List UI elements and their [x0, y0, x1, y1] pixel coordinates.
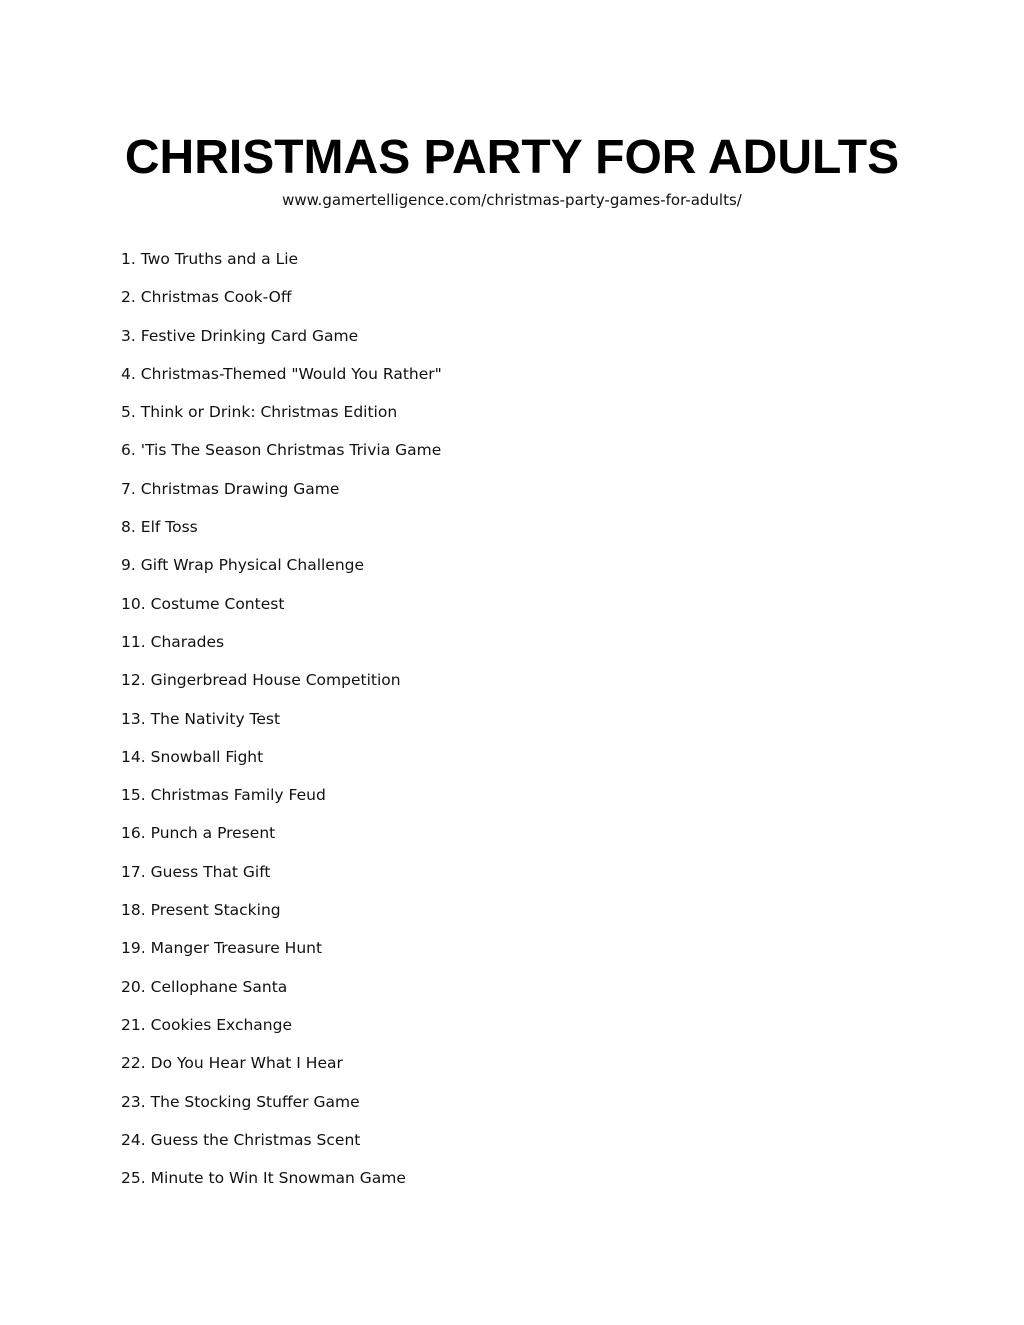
list-item-label: Think or Drink: Christmas Edition	[140, 403, 398, 422]
list-item	[121, 1166, 442, 1204]
list-item-label: Elf Toss	[140, 518, 198, 537]
list-item	[121, 247, 442, 285]
list-item-label: The Nativity Test	[150, 709, 281, 728]
list-item-number: 6.	[121, 441, 136, 460]
list-item-number: 13.	[121, 709, 146, 728]
list-item-label: 'Tis The Season Christmas Trivia Game	[140, 441, 442, 460]
list-item-label: Gingerbread House Competition	[150, 671, 401, 690]
list-item-label: Christmas-Themed "Would You Rather"	[140, 364, 442, 383]
list-item	[121, 936, 442, 974]
list-item	[121, 515, 442, 553]
list-item	[121, 975, 442, 1013]
list-item-label: Two Truths and a Lie	[140, 250, 299, 268]
list-item	[121, 821, 442, 859]
list-item-number: 3.	[121, 326, 136, 345]
list-item	[121, 400, 442, 438]
list-item	[121, 1051, 442, 1089]
games-list	[121, 247, 442, 1204]
list-item-label: Gift Wrap Physical Challenge	[140, 556, 365, 575]
list-item	[121, 783, 442, 821]
list-item	[121, 860, 442, 898]
list-item	[121, 324, 442, 362]
list-item	[121, 1090, 442, 1128]
list-item	[121, 898, 442, 936]
list-item-label: Do You Hear What I Hear	[150, 1054, 343, 1073]
list-item-label: Punch a Present	[150, 824, 276, 843]
list-item	[121, 668, 442, 706]
list-item-label: Snowball Fight	[150, 747, 264, 766]
list-item	[121, 1013, 442, 1051]
list-item-number: 15.	[121, 786, 146, 805]
list-item-number: 20.	[121, 977, 146, 996]
list-item	[121, 592, 442, 630]
list-item-label: Charades	[150, 632, 225, 651]
list-item-number: 23.	[121, 1092, 146, 1111]
list-item-number: 5.	[121, 403, 136, 422]
list-item-number: 9.	[121, 556, 136, 575]
list-item-number: 16.	[121, 824, 146, 843]
list-item	[121, 630, 442, 668]
list-item-number: 7.	[121, 479, 136, 498]
source-url: www.gamertelligence.com/christmas-party-games-for-adults/	[282, 191, 742, 209]
list-item-label: Festive Drinking Card Game	[140, 326, 359, 345]
list-item-number: 8.	[121, 518, 136, 537]
list-item-number: 1.	[121, 250, 136, 268]
list-item-label: Minute to Win It Snowman Game	[150, 1169, 406, 1188]
list-item-label: The Stocking Stuffer Game	[150, 1092, 360, 1111]
list-item	[121, 362, 442, 400]
list-item-label: Christmas Drawing Game	[140, 479, 340, 498]
list-item-number: 21.	[121, 1015, 146, 1034]
page-title: CHRISTMAS PARTY FOR ADULTS	[124, 131, 900, 184]
list-item	[121, 1128, 442, 1166]
list-item	[121, 553, 442, 591]
list-item-label: Cookies Exchange	[150, 1015, 293, 1034]
list-item-number: 12.	[121, 671, 146, 690]
list-item-number: 24.	[121, 1130, 146, 1149]
list-item-label: Manger Treasure Hunt	[150, 939, 323, 958]
list-item	[121, 285, 442, 323]
list-item-number: 14.	[121, 747, 146, 766]
list-item-label: Guess the Christmas Scent	[150, 1130, 361, 1149]
list-item-label: Guess That Gift	[150, 862, 271, 881]
list-item	[121, 707, 442, 745]
list-item-label: Christmas Family Feud	[150, 786, 326, 805]
list-item-number: 11.	[121, 632, 146, 651]
list-item-number: 19.	[121, 939, 146, 958]
list-item-label: Christmas Cook-Off	[140, 288, 292, 307]
list-item	[121, 438, 442, 476]
list-item-number: 17.	[121, 862, 146, 881]
list-item	[121, 745, 442, 783]
list-item-number: 22.	[121, 1054, 146, 1073]
list-item-label: Cellophane Santa	[150, 977, 288, 996]
list-item-label: Costume Contest	[150, 594, 285, 613]
list-item-number: 25.	[121, 1169, 146, 1188]
list-item-label: Present Stacking	[150, 901, 281, 920]
list-item	[121, 477, 442, 515]
list-item-number: 2.	[121, 288, 136, 307]
list-item-number: 10.	[121, 594, 146, 613]
list-item-number: 4.	[121, 364, 136, 383]
list-item-number: 18.	[121, 901, 146, 920]
